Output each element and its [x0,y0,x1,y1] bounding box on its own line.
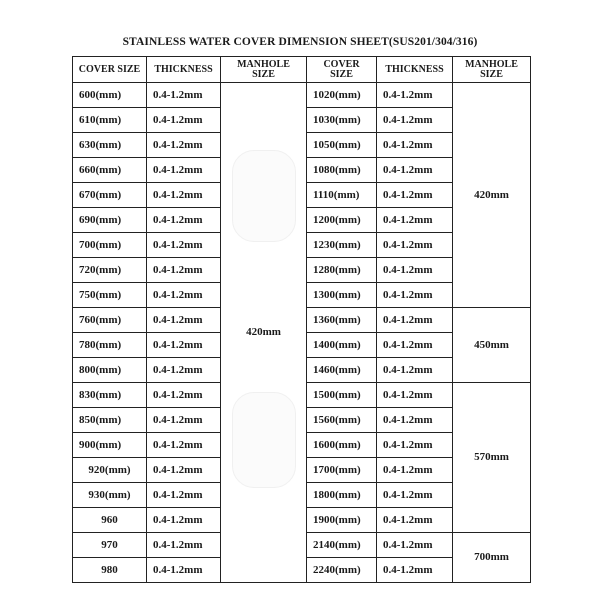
right-cover-size-cell: 1050(mm) [307,133,377,158]
header-manhole-line1: MANHOLE [237,58,290,70]
right-cover-size-cell: 1300(mm) [307,283,377,308]
sheet-title: STAINLESS WATER COVER DIMENSION SHEET(SUS201/304/316) [122,36,478,48]
left-cover-size-cell: 760(mm) [73,308,147,333]
right-cover-size-cell: 1400(mm) [307,333,377,358]
right-cover-size-cell: 1080(mm) [307,158,377,183]
table-row [73,83,531,108]
left-thickness-cell: 0.4-1.2mm [147,183,221,208]
right-cover-size-cell: 1110(mm) [307,183,377,208]
left-thickness-cell: 0.4-1.2mm [147,533,221,558]
right-thickness-cell: 0.4-1.2mm [377,183,453,208]
right-cover-size-cell: 1560(mm) [307,408,377,433]
left-thickness-cell: 0.4-1.2mm [147,83,221,108]
right-thickness-cell: 0.4-1.2mm [377,208,453,233]
left-cover-size-cell: 700(mm) [73,233,147,258]
header-manhole-line2: SIZE [252,68,275,80]
header-manhole-size-right [453,57,531,83]
right-thickness-cell: 0.4-1.2mm [377,233,453,258]
right-manhole-size-cell: 420mm [453,83,531,308]
right-thickness-cell: 0.4-1.2mm [377,383,453,408]
left-cover-size-cell: 800(mm) [73,358,147,383]
right-thickness-cell: 0.4-1.2mm [377,83,453,108]
left-thickness-cell: 0.4-1.2mm [147,308,221,333]
right-thickness-cell: 0.4-1.2mm [377,333,453,358]
left-thickness-cell: 0.4-1.2mm [147,558,221,583]
left-cover-size-cell: 920(mm) [73,458,147,483]
right-manhole-size-cell: 700mm [453,533,531,583]
left-thickness-cell: 0.4-1.2mm [147,508,221,533]
right-cover-size-cell: 1900(mm) [307,508,377,533]
right-cover-size-cell: 1700(mm) [307,458,377,483]
right-cover-size-cell: 1500(mm) [307,383,377,408]
header-cover-size-right [307,57,377,83]
header-manhole2-line1: MANHOLE [465,58,518,70]
left-thickness-cell: 0.4-1.2mm [147,158,221,183]
right-cover-size-cell: 1020(mm) [307,83,377,108]
right-thickness-cell: 0.4-1.2mm [377,533,453,558]
right-thickness-cell: 0.4-1.2mm [377,558,453,583]
left-thickness-cell: 0.4-1.2mm [147,408,221,433]
dimension-table [72,56,531,583]
header-cover-line1: COVER [323,58,360,70]
right-manhole-size-cell: 450mm [453,308,531,383]
left-manhole-size-cell: 420mm [221,83,307,583]
right-thickness-cell: 0.4-1.2mm [377,458,453,483]
left-thickness-cell: 0.4-1.2mm [147,333,221,358]
left-cover-size-cell: 970 [73,533,147,558]
left-thickness-cell: 0.4-1.2mm [147,133,221,158]
left-thickness-cell: 0.4-1.2mm [147,233,221,258]
left-cover-size-cell: 780(mm) [73,333,147,358]
left-thickness-cell: 0.4-1.2mm [147,458,221,483]
left-cover-size-cell: 980 [73,558,147,583]
left-thickness-cell: 0.4-1.2mm [147,258,221,283]
header-manhole2-line2: SIZE [480,68,503,80]
header-thickness: THICKNESS [147,57,221,83]
right-thickness-cell: 0.4-1.2mm [377,308,453,333]
right-cover-size-cell: 1600(mm) [307,433,377,458]
left-thickness-cell: 0.4-1.2mm [147,433,221,458]
left-cover-size-cell: 830(mm) [73,383,147,408]
left-thickness-cell: 0.4-1.2mm [147,383,221,408]
left-cover-size-cell: 930(mm) [73,483,147,508]
left-cover-size-cell: 660(mm) [73,158,147,183]
header-thickness-right: THICKNESS [377,57,453,83]
right-cover-size-cell: 1460(mm) [307,358,377,383]
left-cover-size-cell: 670(mm) [73,183,147,208]
header-cover-size: COVER SIZE [73,57,147,83]
right-cover-size-cell: 1230(mm) [307,233,377,258]
right-cover-size-cell: 1800(mm) [307,483,377,508]
header-row [73,57,531,83]
right-thickness-cell: 0.4-1.2mm [377,258,453,283]
left-cover-size-cell: 600(mm) [73,83,147,108]
left-thickness-cell: 0.4-1.2mm [147,208,221,233]
left-cover-size-cell: 630(mm) [73,133,147,158]
right-cover-size-cell: 1200(mm) [307,208,377,233]
right-thickness-cell: 0.4-1.2mm [377,408,453,433]
left-cover-size-cell: 960 [73,508,147,533]
right-thickness-cell: 0.4-1.2mm [377,158,453,183]
right-cover-size-cell: 1280(mm) [307,258,377,283]
right-thickness-cell: 0.4-1.2mm [377,483,453,508]
right-thickness-cell: 0.4-1.2mm [377,283,453,308]
left-thickness-cell: 0.4-1.2mm [147,108,221,133]
right-cover-size-cell: 2240(mm) [307,558,377,583]
header-cover-line2: SIZE [330,68,353,80]
left-cover-size-cell: 720(mm) [73,258,147,283]
right-thickness-cell: 0.4-1.2mm [377,133,453,158]
left-thickness-cell: 0.4-1.2mm [147,483,221,508]
right-cover-size-cell: 2140(mm) [307,533,377,558]
table-body [73,83,531,583]
right-thickness-cell: 0.4-1.2mm [377,358,453,383]
right-manhole-size-cell: 570mm [453,383,531,533]
left-cover-size-cell: 900(mm) [73,433,147,458]
header-manhole-size [221,57,307,83]
left-cover-size-cell: 610(mm) [73,108,147,133]
left-thickness-cell: 0.4-1.2mm [147,283,221,308]
left-cover-size-cell: 750(mm) [73,283,147,308]
right-thickness-cell: 0.4-1.2mm [377,508,453,533]
right-cover-size-cell: 1360(mm) [307,308,377,333]
right-thickness-cell: 0.4-1.2mm [377,433,453,458]
left-cover-size-cell: 850(mm) [73,408,147,433]
left-cover-size-cell: 690(mm) [73,208,147,233]
left-thickness-cell: 0.4-1.2mm [147,358,221,383]
right-cover-size-cell: 1030(mm) [307,108,377,133]
right-thickness-cell: 0.4-1.2mm [377,108,453,133]
